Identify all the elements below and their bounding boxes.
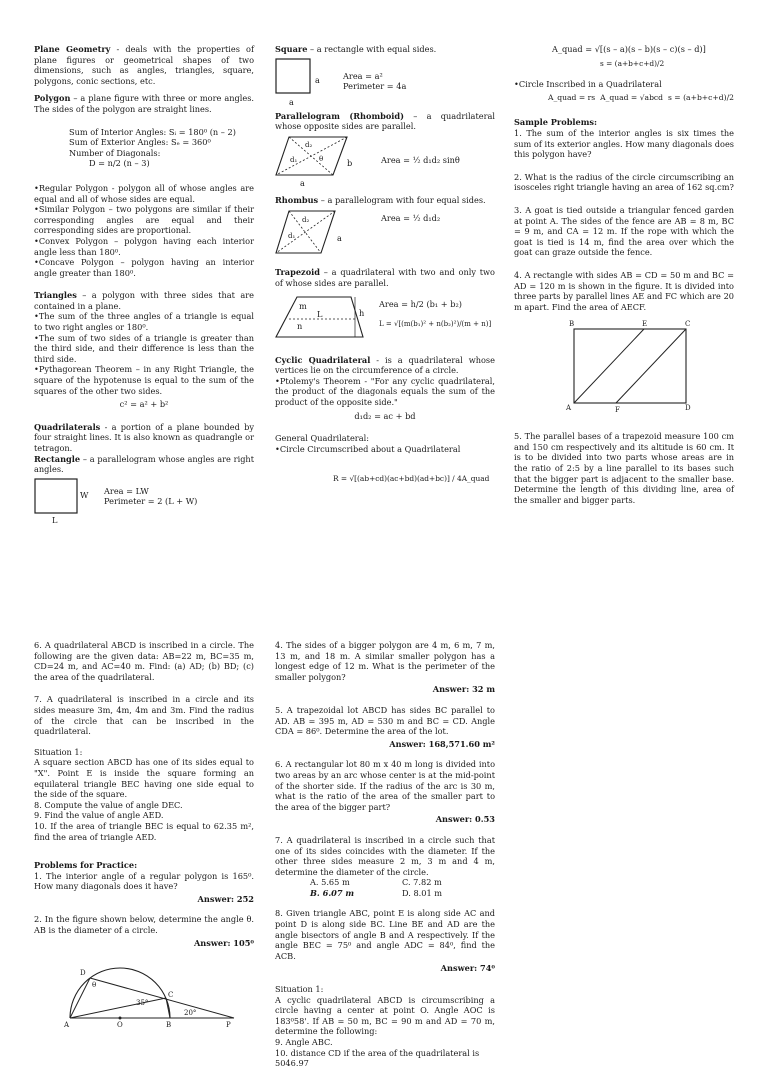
pythagorean-theorem: •Pythagorean Theorem – in any Right Triangle, the square of the hypotenuse is equal to the sum of the squares of the other two sides. — [34, 364, 254, 396]
practice-6: 6. A rectangular lot 80 m x 40 m long is divided into two areas by an arc whose center is at the mid-point of the shorter side. If the radius of the arc is 30 m, what is the ratio of the area of the smaller part to the area of the bigger part? — [275, 759, 495, 812]
option-d: D. 8.01 m — [402, 887, 443, 898]
circle-circumscribed-label: •Circle Circumscribed about a Quadrilateral — [275, 443, 461, 454]
convex-polygon-def: •Convex Polygon – polygon having each interior angle less than 180⁰. — [34, 235, 254, 257]
similar-polygon-def: •Similar Polygon – two polygons are similar if their corresponding angles are equal and their corresponding sides are proportional. — [34, 204, 254, 236]
rect-l-label: L — [52, 514, 58, 525]
sample-problems-title: Sample Problems: — [514, 117, 598, 128]
situation-1-label: Situation 1: — [34, 746, 83, 757]
polygon-formulas — [34, 127, 254, 169]
practice-2-answer: Answer: 105⁰ — [193, 937, 254, 948]
practice-1: 1. The interior angle of a regular polygon is 165⁰. How many diagonals does it have? — [34, 870, 254, 892]
sample-problem-3: 3. A goat is tied outside a triangular fenced garden at point A. The sides of the fence are AB = 8 m, BC = 9 m, and CA = 12 m. If the rope with which the goat is tied is 14 m, find the area over which the goat can graze outside the fence. — [514, 204, 734, 258]
practice-2: 2. In the figure shown below, determine the angle θ. AB is the diameter of a circle. — [34, 914, 254, 936]
option-c: C. 7.82 m — [402, 877, 442, 888]
rhombus-diagram — [275, 209, 345, 259]
square-base-label: a — [289, 96, 294, 107]
fig-label-c: C — [168, 991, 174, 1000]
square-side-label: a — [315, 74, 320, 85]
trap-m-label: m — [299, 300, 307, 311]
practice-5: 5. A trapezoidal lot ABCD has sides BC parallel to AD. AB = 395 m, AD = 530 m and BC = CD. Angle CDA = 86⁰. Determine the area of the lot. — [275, 704, 495, 737]
rectangle-definition: Rectangle – a parallelogram whose angles are right angles. — [34, 453, 254, 475]
practice-7-options — [275, 877, 495, 898]
fig-label-p: P — [226, 1021, 231, 1030]
quadrilaterals-definition: Quadrilaterals - a portion of a plane bounded by four straight lines. It is also known as quadrangle or tetragon. — [34, 421, 254, 453]
area-abcd-formula: A_quad = √abcd — [600, 92, 664, 102]
fig-label-e: E — [642, 320, 648, 329]
question-9: 9. Angle ABC. — [275, 1037, 333, 1047]
column-1-bottom — [34, 640, 254, 1032]
semiperimeter-formula-2: s = (a+b+c+d)/2 — [668, 92, 734, 102]
circle-inscribed-label: •Circle Inscribed in a Quadrilateral — [514, 79, 662, 90]
para-area-formula: Area = ½ d₁d₂ sinθ — [381, 154, 460, 165]
trap-L-formula: L = √[(m(b₁)² + n(b₂)²)/(m + n)] — [379, 319, 492, 328]
exterior-angles-formula: Sum of Exterior Angles: Sₑ = 360⁰ — [69, 137, 211, 148]
question-10: 10. distance CD if the area of the quadrilateral is 5046.97 — [275, 1047, 480, 1069]
sample-problem-1: 1. The sum of the interior angles is six times the sum of its exterior angles. How many diagonals does this polygon have? — [514, 127, 734, 160]
question-8: 8. Compute the value of angle DEC. — [34, 799, 183, 810]
column-2-bottom — [275, 640, 495, 1069]
trap-area-formula: Area = h/2 (b₁ + b₂) — [379, 298, 462, 309]
fig-label-20: 20° — [184, 1009, 197, 1018]
semiperimeter-formula: s = (a+b+c+d)/2 — [600, 58, 665, 68]
rect-area-formula: Area = LW — [104, 485, 149, 496]
sample-problem-4: 4. A rectangle with sides AB = CD = 50 m and BC = AD = 120 m is shown in the figure. It is divided into three parts by parallel lines AE and FC which are 20 m apart. Find the area of AECF. — [514, 269, 734, 312]
parallelogram-definition: Parallelogram (Rhomboid) – a quadrilateral whose opposite sides are parallel. — [275, 110, 495, 132]
column-1-top — [34, 44, 254, 525]
fig-label-35: 35° — [136, 999, 149, 1008]
sample-problem-2: 2. What is the radius of the circle circumscribing an isosceles right triangle having an area of 162 sq.cm? — [514, 171, 734, 193]
situation-1-label: Situation 1: — [275, 984, 324, 995]
square-figure — [275, 57, 495, 111]
rectangle-aecf-figure — [514, 319, 734, 419]
problem-7: 7. A quadrilateral is inscribed in a circle and its sides measure 3m, 4m, 4m and 3m. Find the radius of the circle that can be inscribed in the quadrilateral. — [34, 694, 254, 737]
triangles-definition: Triangles – a polygon with three sides that are contained in a plane. — [34, 290, 254, 311]
question-9: 9. Find the value of angle AED. — [34, 810, 164, 821]
para-b-label: b — [347, 157, 353, 168]
practice-5-answer: Answer: 168,571.60 m² — [389, 738, 495, 749]
area-quad-formula: A_quad = √[(s – a)(s – b)(s – c)(s – d)] — [552, 44, 706, 54]
para-d1-label: d₁ — [290, 155, 298, 164]
rectangle-figure — [34, 477, 254, 525]
option-b: B. 6.07 m — [310, 887, 355, 898]
square-diagram — [275, 57, 335, 111]
fig-label-theta: θ — [92, 981, 97, 990]
trap-L-label: L — [317, 308, 323, 319]
situation-1-text: A square section ABCD has one of its sides equal to "X". Point E is inside the square forming an equilateral triangle BEC having one side equal to the side of the square. — [34, 757, 254, 800]
fig-label-a: A — [64, 1021, 70, 1030]
circumradius-formula: R = √[(ab+cd)(ac+bd)(ad+bc)] / 4A_quad — [333, 474, 490, 484]
parallelogram-figure — [275, 135, 495, 195]
interior-angles-formula: Sum of Interior Angles: Sᵢ = 180⁰ (n – 2) — [69, 126, 236, 137]
polygon-definition: Polygon – a plane figure with three or more angles. The sides of the polygon are straight lines. — [34, 93, 254, 114]
option-a: A. 5.65 m — [310, 877, 350, 888]
para-d2-label: d₂ — [305, 140, 313, 149]
practice-6-answer: Answer: 0.53 — [435, 814, 495, 825]
rect-perimeter-formula: Perimeter = 2 (L + W) — [104, 495, 198, 506]
triangle-fact-2: •The sum of two sides of a triangle is greater than the third side, and their difference is less than the third side. — [34, 332, 254, 364]
rhombus-d2-label: d₂ — [302, 216, 310, 225]
trapezoid-figure — [275, 293, 495, 355]
semicircle-figure — [34, 952, 254, 1032]
trap-n-label: n — [297, 320, 303, 331]
rectangle-aecf-diagram — [514, 319, 734, 419]
fig-label-o: O — [117, 1021, 123, 1030]
diagonals-formula: D = n/2 (n – 3) — [89, 158, 150, 169]
rhombus-d1-label: d₁ — [288, 232, 296, 241]
practice-title: Problems for Practice: — [34, 860, 138, 871]
trapezoid-definition: Trapezoid – a quadrilateral with two and only two of whose sides are parallel. — [275, 267, 495, 288]
rhombus-area-formula: Area = ½ d₁d₂ — [381, 213, 441, 224]
fig-label-b: B — [569, 320, 575, 329]
square-area-formula: Area = a² — [343, 70, 383, 81]
trap-h-label: h — [359, 307, 365, 318]
practice-7: 7. A quadrilateral is inscribed in a circle such that one of its sides coincides with the diameter. If the other three sides measure 2 m, 3 m and 4 m, determine the diameter of the circle. — [275, 834, 495, 877]
pythagorean-formula: c² = a² + b² — [119, 399, 169, 410]
fig-label-d: D — [80, 969, 86, 978]
rect-w-label: W — [80, 489, 89, 500]
regular-polygon-def: •Regular Polygon - polygon all of whose angles are equal and all of whose sides are equal. — [34, 182, 254, 204]
situation-1-text: A cyclic quadrilateral ABCD is circumscribing a circle having a center at point O. Angle AOC is 183⁰58'. If AB = 50 m, BC = 90 m and AD = 70 m, determine the following: — [275, 994, 495, 1037]
column-2-top — [275, 44, 495, 485]
parallelogram-diagram — [275, 135, 355, 185]
ptolemy-theorem: •Ptolemy's Theorem - "For any cyclic quadrilateral, the product of the diagonals equals the sum of the product of the opposite side." — [275, 375, 495, 407]
question-10: 10. If the area of triangle BEC is equal to 62.35 m², find the area of triangle AED. — [34, 820, 254, 842]
practice-8: 8. Given triangle ABC, point E is along side AC and point D is along side BC. Line BE and AD are the angle bisectors of angle B and A respectively. If the angle BEC = 75⁰ and angle ADC = 84⁰, find the ACB. — [275, 908, 495, 961]
rhombus-a-label: a — [337, 233, 342, 244]
fig-label-d: D — [685, 404, 691, 413]
rhombus-definition: Rhombus – a parallelogram with four equal sides. — [275, 194, 486, 205]
fig-label-b: B — [166, 1021, 172, 1030]
fig-label-a: A — [566, 404, 572, 413]
rhombus-figure — [275, 209, 495, 267]
para-a-label: a — [300, 177, 305, 188]
area-rs-formula: A_quad = rs — [548, 92, 596, 102]
square-definition: Square – a rectangle with equal sides. — [275, 44, 437, 54]
plane-geometry-definition: Plane Geometry - deals with the properties of plane figures or geometrical shapes of two dimensions, such as angles, triangles, square, polygons, conic sections, etc. — [34, 44, 254, 86]
para-theta-label: θ — [319, 154, 324, 163]
fig-label-c: C — [685, 320, 691, 329]
practice-4-answer: Answer: 32 m — [432, 684, 495, 695]
sample-problem-5: 5. The parallel bases of a trapezoid measure 100 cm and 150 cm respectively and its altitude is 60 cm. It is to be divided into two parts whose areas are in the ratio of 2:5 by a line parallel to its bases such that the bigger part is adjacent to the smaller base. Determine the length of this dividing line, area of the smaller and bigger parts. — [514, 431, 734, 505]
triangle-fact-1: •The sum of the three angles of a triangle is equal to two right angles or 180⁰. — [34, 311, 254, 333]
square-perimeter-formula: Perimeter = 4a — [343, 80, 407, 91]
practice-4: 4. The sides of a bigger polygon are 4 m, 6 m, 7 m, 13 m, and 18 m. A similar smaller polygon has a longest edge of 12 m. What is the perimeter of the smaller polygon? — [275, 640, 495, 682]
concave-polygon-def: •Concave Polygon – polygon having an interior angle greater than 180⁰. — [34, 257, 254, 278]
column-3-top — [514, 44, 734, 512]
practice-1-answer: Answer: 252 — [197, 893, 254, 904]
problem-6: 6. A quadrilateral ABCD is inscribed in a circle. The following are the given data: AB=22 m, BC=35 m, CD=24 m, and AC=40 m. Find: (a) AD; (b) BD; (c) the area of the quadrilateral. — [34, 640, 254, 682]
diagonals-label: Number of Diagonals: — [69, 147, 161, 158]
general-quadrilateral-label: General Quadrilateral: — [275, 433, 369, 444]
fig-label-f: F — [615, 406, 620, 415]
ptolemy-formula: d₁d₂ = ac + bd — [354, 410, 416, 421]
cyclic-quadrilateral-definition: Cyclic Quadrilateral - is a quadrilateral whose vertices lie on the circumference of a circle. — [275, 354, 495, 376]
practice-8-answer: Answer: 74⁰ — [440, 963, 495, 974]
inscribed-formulas — [514, 93, 734, 104]
